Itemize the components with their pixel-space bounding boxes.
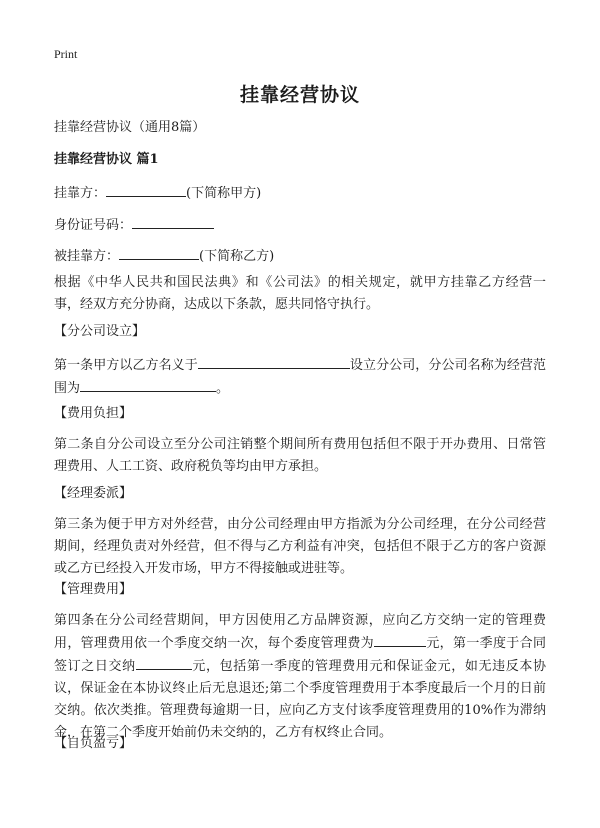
- party-a-blank: [106, 182, 186, 197]
- heading-management-fee: 【管理费用】: [54, 582, 133, 597]
- party-a-suffix: (下简称甲方): [186, 186, 262, 201]
- article-4-text-c: 元，包括第一季度的管理费用元和保证金元，如无违反本协议，保证金在本协议终止后无息退还;第二个季度管理费用于本季度最后一个月的日前交纳。依次类推。管理费每逾期一日，应向乙方支付该季度管理费用的10%作为滞纳金，在第二个季度开始前仍未交纳的，乙方有权终止合同。: [54, 659, 546, 740]
- party-b-line: [54, 245, 554, 267]
- party-a-label: 挂靠方：: [54, 186, 107, 201]
- article-4-text-b: 元，第一季度于合同签订之日交纳: [54, 636, 546, 674]
- document-subtitle: 挂靠经营协议（通用8篇）: [54, 120, 206, 135]
- section-title: 挂靠经营协议 篇1: [54, 152, 159, 167]
- party-a-line: [54, 182, 554, 204]
- article-4: [54, 610, 546, 744]
- id-number-label: 身份证号码：: [54, 218, 133, 233]
- print-link[interactable]: Print: [54, 47, 78, 61]
- article-4-blank-quarter-fee: [374, 632, 426, 647]
- article-1-text-c: 。: [216, 381, 230, 396]
- id-number-blank: [132, 214, 214, 229]
- id-number-line: [54, 214, 554, 236]
- heading-branch: 【分公司设立】: [54, 324, 146, 339]
- article-4-blank-first-payment: [136, 655, 192, 670]
- article-1-text-b: 设立分公司，分公司名称为经营范围为: [54, 358, 546, 396]
- party-b-suffix: (下简称乙方): [199, 249, 275, 264]
- article-1-blank-scope: [80, 377, 216, 392]
- article-1: [54, 354, 546, 400]
- party-b-label: 被挂靠方：: [54, 249, 120, 264]
- heading-profit-loss: 【自负盈亏】: [54, 736, 133, 751]
- heading-cost: 【费用负担】: [54, 406, 133, 421]
- document-title: 挂靠经营协议: [239, 84, 360, 106]
- article-2: 第二条自分公司设立至分公司注销整个期间所有费用包括但不限于开办费用、日常管理费用、人工工资、政府税负等均由甲方承担。: [54, 437, 546, 474]
- party-b-blank: [119, 245, 199, 260]
- article-1-text-a: 第一条甲方以乙方名义于: [54, 358, 198, 373]
- article-4-text-a: 第四条在分公司经营期间，甲方因使用乙方品牌资源，应向乙方交纳一定的管理费用，管理费用依一个季度交纳一次，每个委度管理费为: [54, 613, 546, 651]
- heading-manager: 【经理委派】: [54, 486, 133, 501]
- intro-paragraph: 根据《中华人民共和国民法典》和《公司法》的相关规定，就甲方挂靠乙方经营一事，经双方充分协商，达成以下条款，愿共同恪守执行。: [54, 275, 546, 312]
- article-3: 第三条为便于甲方对外经营，由分公司经理由甲方指派为分公司经理，在分公司经营期间，经理负责对外经营，但不得与乙方利益有冲突，包括但不限于乙方的客户资源或乙方已经投入开发市场，甲方不得接触或进驻等。: [54, 517, 546, 576]
- article-1-blank-place: [198, 354, 350, 369]
